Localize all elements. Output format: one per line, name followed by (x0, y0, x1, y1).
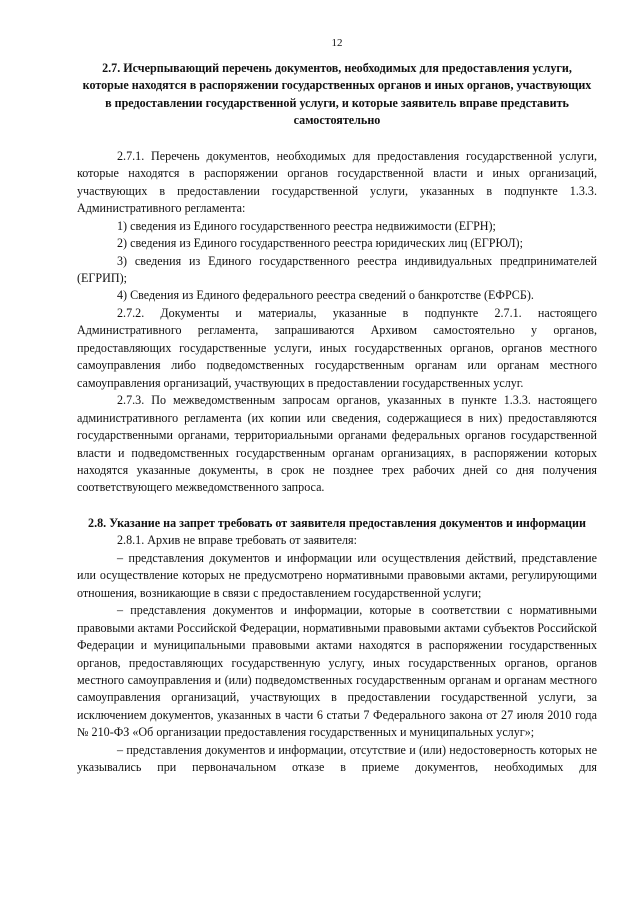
section-heading-2-7: 2.7. Исчерпывающий перечень документов, необходимых для предоставления услуги, которые находятся в распоряжении государственных органов и иных органов, участвующих в предоставлении государственной услуги, и которые заявитель вправе представить самостоятельно (82, 61, 592, 128)
list-item-egrip: 3) сведения из Единого государственного реестра индивидуальных предпринимателей (ЕГРИП); (77, 253, 597, 285)
list-item-egrn: 1) сведения из Единого государственного реестра недвижимости (ЕГРН); (117, 218, 496, 233)
list-item-egrul: 2) сведения из Единого государственного реестра юридических лиц (ЕГРЮЛ); (117, 236, 523, 251)
paragraph-2-7-3: 2.7.3. По межведомственным запросам органов, указанных в пункте 1.3.3. настоящего административного регламента (их копии или сведения, содержащиеся в них) предоставляются государственными органами, территориальными органами федеральных органов государственной власти и подведомственных государственным органам организациях, в распоряжении которых находятся указанные документы, в срок не позднее трех рабочих дней со дня получения соответствующего межведомственного запроса. (77, 393, 597, 495)
section-heading-2-8: 2.8. Указание на запрет требовать от заявителя предоставления документов и информации (88, 515, 586, 530)
bullet-item: – представления документов и информации, отсутствие и (или) недостоверность которых не указывались при первоначальном отказе в приеме документов, необходимых для (77, 742, 597, 775)
list-item-efrsb: 4) Сведения из Единого федерального реестра сведений о банкротстве (ЕФРСБ). (117, 288, 534, 303)
document-page (77, 36, 597, 777)
paragraph-2-8-1: 2.8.1. Архив не вправе требовать от заявителя: (117, 533, 357, 548)
paragraph-2-7-2: 2.7.2. Документы и материалы, указанные в подпункте 2.7.1. настоящего Административного регламента, запрашиваются Архивом самостоятельно у органов, предоставляющих государственные услуги, иных государственных органов, органов местного самоуправления либо подведомственных государственным органам или органам местного самоуправления организаций, участвующих в предоставлении государственных услуг. (77, 305, 597, 390)
page-number: 12 (331, 37, 343, 49)
bullet-item: – представления документов и информации, которые в соответствии с нормативными правовыми актами Российской Федерации, нормативными правовыми актами субъектов Российской Федерации и муниципальными правовыми актами находятся в распоряжении государственных органов, предоставляющих государственную услугу, иных государственных органов, органов местного самоуправления и (или) подведомственных государственным органам и органам местного самоуправления организаций, участвующих в предоставлении государственной услуги, за исключением документов, указанных в части 6 статьи 7 Федерального закона от 27 июля 2010 года № 210-ФЗ «Об организации предоставления государственных и муниципальных услуг»; (77, 603, 597, 740)
bullet-item: – представления документов и информации или осуществления действий, представление или осуществление которых не предусмотрено нормативными правовыми актами, регулирующими отношения, возникающие в связи с предоставлением государственной услуги; (77, 550, 597, 600)
paragraph-2-7-1: 2.7.1. Перечень документов, необходимых для предоставления государственной услуги, которые находятся в распоряжении органов государственной власти и иных организаций, участвующих в предоставлении государственной услуги, указанных в подпункте 1.3.3. Административного регламента: (77, 148, 597, 216)
